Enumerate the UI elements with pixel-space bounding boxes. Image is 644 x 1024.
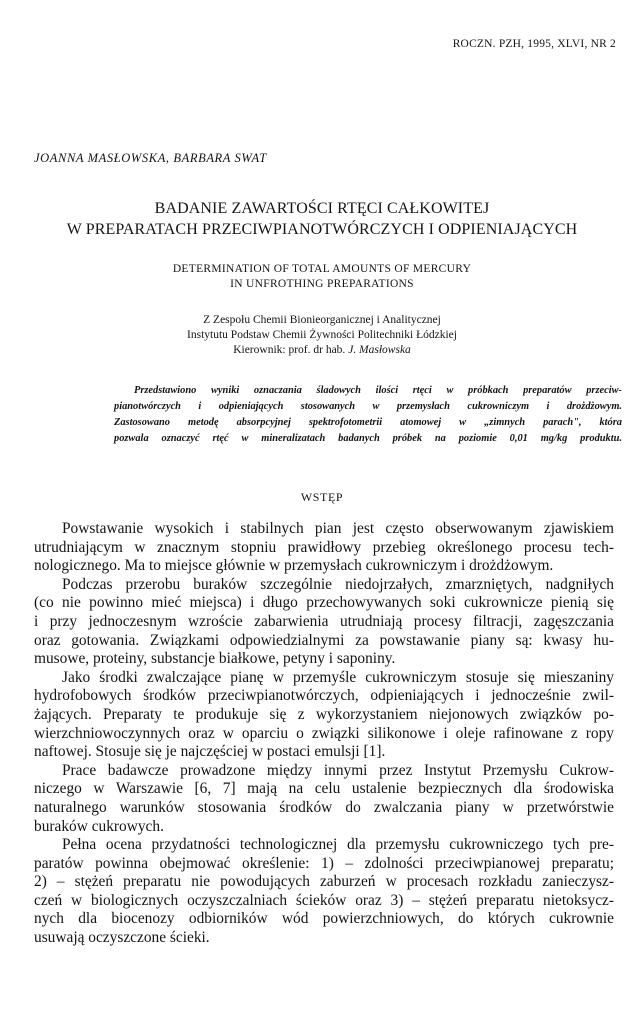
section-title: WSTĘP [300, 490, 344, 504]
body-line: nologicznego. Ma to miejsce głównie w przemysłach cukrowniczym i drożdżowym. [34, 557, 554, 575]
body-line: 2) – stężeń preparatu nie powodujących zaburzeń w procesach rozkładu zanieczysz- [34, 873, 614, 891]
body-line: Jako środki zwalczające pianę w przemyśle cukrowniczym stosuje się mieszaniny [62, 668, 614, 686]
affiliation-line: Z Zespołu Chemii Bionieorganicznej i Analitycznej [203, 314, 441, 326]
abstract-line: pianotwórczych i odpieniających stosowanych w przemysłach cukrowniczym i drożdżowym. [114, 401, 622, 412]
body-line: naftowej. Stosuje się je najczęściej w postaci emulsji [1]. [34, 743, 386, 761]
affiliation-head [0, 343, 644, 358]
body-line: oraz gotowania. Związkami odpowiedzialnymi za powstawanie piany są: kwasy hu- [34, 631, 614, 649]
journal-reference: ROCZN. PZH, 1995, XLVI, NR 2 [452, 38, 616, 50]
body-line: wierzchniowoczynnych oraz w oparciu o związki silikonowe i oleje rafinowane z ropy [34, 724, 614, 742]
affiliation-head-prefix: Kierownik: prof. dr hab. [233, 344, 349, 356]
title-polish [0, 198, 644, 240]
body-line: utrudniającym w znacznym stopniu prawidłowy przebieg określonego procesu tech- [34, 538, 614, 556]
body-line: żających. Preparaty te produkuje się z wykorzystaniem niejonowych związków po- [34, 705, 614, 723]
abstract-line: Zastosowano metodę absorpcyjnej spektrofotometrii atomowej w „zimnych parach", która [114, 417, 622, 428]
body-line: musowe, proteiny, substancje białkowe, petyny i saponiny. [34, 650, 396, 668]
body-line: (co nie powinno mieć miejsca) i długo przechowywanych soki cukrownicze pienią się [34, 594, 614, 612]
abstract [114, 383, 622, 447]
title-english-line: IN UNFROTHING PREPARATIONS [230, 278, 414, 290]
body-line: i przy jednoczesnym wzroście zabarwienia utrudniają procesy filtracji, zagęszczania [34, 612, 614, 630]
title-english-line: DETERMINATION OF TOTAL AMOUNTS OF MERCURY [172, 263, 472, 275]
affiliation-line: Instytutu Podstaw Chemii Żywności Politechniki Łódzkiej [187, 329, 457, 341]
body-line: Pełna ocena przydatności technologicznej dla przemysłu cukrowniczego tych pre- [62, 836, 614, 854]
authors: JOANNA MASŁOWSKA, BARBARA SWAT [34, 151, 267, 165]
body-line: czeń w biologicznych oczyszczalniach ścieków oraz 3) – stężeń preparatu nietoksycz- [34, 891, 614, 909]
abstract-line: Przedstawiono wyniki oznaczania śladowych ilości rtęci w próbkach preparatów przeciw- [134, 385, 622, 396]
body-line: Prace badawcze prowadzone między innymi przez Instytut Przemysłu Cukrow- [62, 761, 614, 779]
affiliation [0, 313, 644, 358]
body-line: Powstawanie wysokich i stabilnych pian jest często obserwowanym zjawiskiem [62, 520, 614, 537]
title-polish-line: W PREPARATACH PRZECIWPIANOTWÓRCZYCH I ODPIENIAJĄCYCH [66, 221, 578, 238]
body-line: usuwają oczyszczone ścieki. [34, 929, 210, 947]
title-english [0, 262, 644, 292]
body-line: paratów powinna obejmować określenie: 1) – zdolności przeciwpianowej preparatu; [34, 854, 614, 872]
abstract-line: pozwala oznaczyć rtęć w mineralizatach badanych próbek na poziomie 0,01 mg/kg produktu. [114, 433, 622, 444]
affiliation-head-name: J. Masłowska [348, 344, 411, 356]
body-line: Podczas przerobu buraków szczególnie niedojrzałych, zmarzniętych, nadgniłych [62, 575, 614, 593]
body-line: nych dla biocenozy odbiorników wód powierzchniowych, do których cukrownie [34, 910, 614, 928]
body-line: niczego w Warszawie [6, 7] mają na celu ustalenie bezpiecznych dla środowiska [34, 780, 614, 798]
body-line: hydrofobowych środków przeciwpianotwórczych, odpieniających i jednocześnie zwil- [34, 687, 614, 705]
body-line: naturalnego warunków stosowania środków do zwalczania piany w przetwórstwie [34, 798, 614, 816]
body-text [34, 520, 614, 948]
body-line: buraków cukrowych. [34, 817, 164, 835]
title-polish-line: BADANIE ZAWARTOŚCI RTĘCI CAŁKOWITEJ [154, 200, 490, 217]
